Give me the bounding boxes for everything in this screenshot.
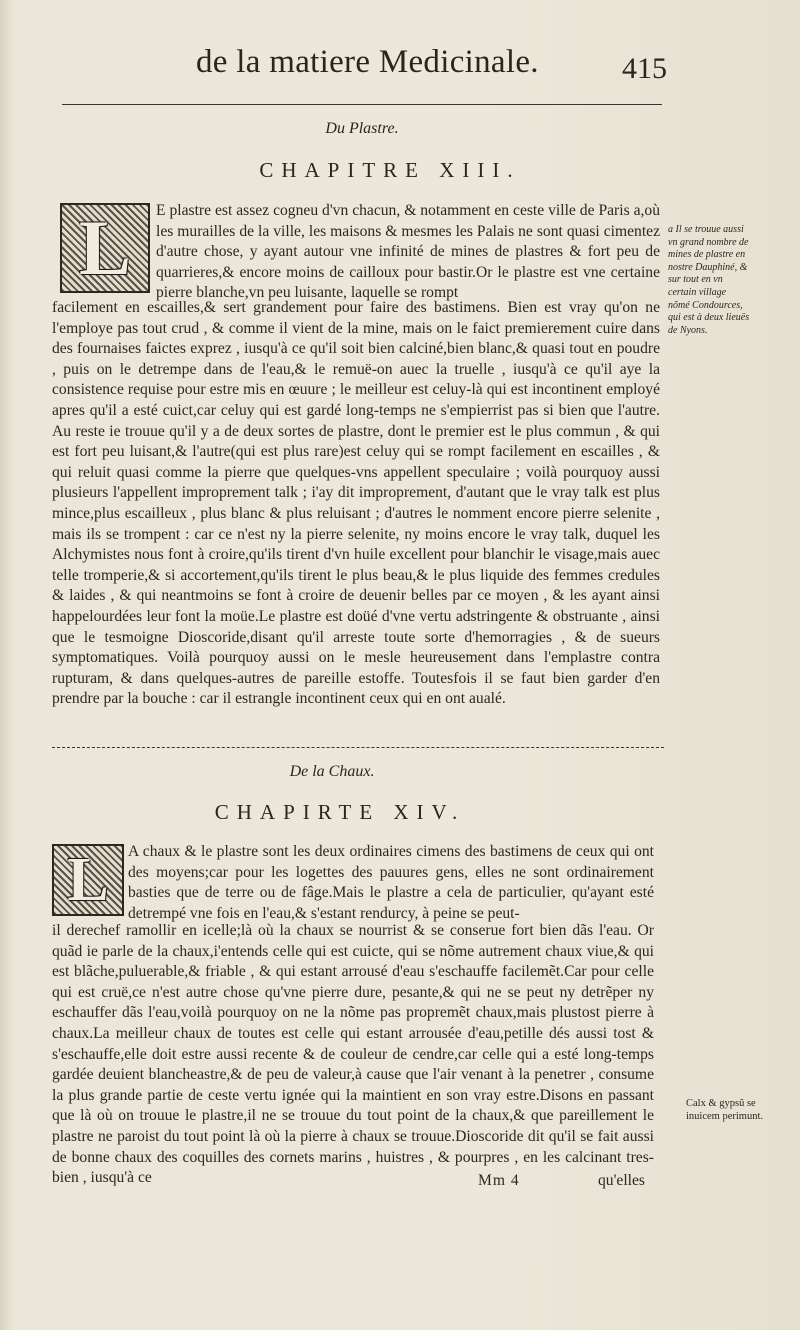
chapter-heading-xiii: CHAPITRE XIII. <box>259 158 521 182</box>
header-rule <box>62 104 662 105</box>
chapter-xiii-opening-text: E plastre est assez cogneu d'vn chacun, & notamment en ceste ville de Paris a,où les murailles de la ville, les maisons & mesmes les Palais ne sont quasi cimentez d'autre chose, y ayant autour vne infinité de mines de plastres & fort peu de quarrieres,& encore moins de cailloux pour bastir.Or le plastre est vne certaine pierre blanche,vn peu luisante, laquelle se rompt <box>156 202 660 302</box>
catchword: qu'elles <box>598 1172 645 1189</box>
decorated-initial-l-2 <box>52 844 124 916</box>
decorated-initial-l <box>60 203 150 293</box>
chapter-heading-xiv: CHAPIRTE XIV. <box>214 800 466 824</box>
section-subtitle-plastre: Du Plastre. <box>325 120 399 137</box>
running-title: de la matiere Medicinale. <box>196 44 539 80</box>
chapter-xiv-opening-text: A chaux & le plastre sont les deux ordinaires cimens des bastimens de ceux qui ont des moyens;car pour les logettes des pauures gens, elles ne sont ordinairement basties que de terre ou de fâge.Mais le plastre a cela de particulier, qu'ayant esté detrempé vne fois en l'eau,& s'estant rendurcy, à peine se peut- <box>128 843 654 922</box>
chapter-xiii-body-text: facilement en escailles,& sert grandement pour faire des bastimens. Bien est vray qu'on ne l'employe pas tout crud , & comme il vient de la mine, mais on le faict premierement cuire dans des fournaises faictes exprez , iusqu'à ce qu'il soit bien calciné,bien blanc,& quasi tout en poudre , puis on le detrempe dans de l'eau,& le remuë-on auec la truelle , iusqu'à ce qu'il aye la consistence requise pour estre mis en œuure ; le meilleur est celuy-là qui est incontinent employé apres qu'il a esté cuict,car celuy qui est gardé long-temps ne s'empierrist pas si bien que l'autre. Au reste ie trouue qu'il y a de deux sortes de plastre, dont le premier est le plus commun , & qui est fort peu luisant,& l'autre(qui est plus rare)est celuy qui se rompt facilement en escailles , & qui reluit quasi comme la pierre que quelques-vns appellent speculaire ; voilà pourquoy aussi plusieurs l'appellent improprement talk ; i'ay dit improprement, d'autant que le vray talk est plus mince,plus escailleux , plus blanc & plus reluisant ; d'autres le nomment encore pierre selenite , mais ils se trompent : car ce n'est ny la pierre selenite, ny moins encore le vray talk, duquel les Alchymistes nous font à croire,qu'ils tirent d'vn huile excellent pour blanchir le visage,mais auec telle tromperie,& si accortement,qu'ils tirent le plus beau,& le plus liquide des femmes credules & laides , & qui neantmoins se font à croire de deuenir belles par ce moyen , & les ayant ainsi happelourdées leur font la moüe.Le plastre est doüé d'vne vertu adstringente & obstruante , ainsi que le tesmoigne Dioscoride,disant qu'il arreste toute sorte d'hemorragies , & de sueurs symptomatiques. Voilà pourquoy aussi on le mesle heureusement dans l'emplastre contra rupturam, & dans quelques-autres de pareille estoffe. Toutesfois il se faut bien garder d'en prendre par la bouche : car il estrangle incontinent ceux qui en ont aualé. <box>52 299 660 708</box>
marginal-note-plastre: a Il se trouue aussi vn grand nombre de mines de plastre en nostre Dauphiné, & sur tout en vn certain village nõmé Condources, qui est à deux lieuës de Nyons. <box>668 224 750 336</box>
initial-letter: L <box>78 204 132 291</box>
signature-mark: Mm 4 <box>478 1172 520 1189</box>
section-subtitle-chaux: De la Chaux. <box>289 763 375 780</box>
initial-letter: L <box>67 845 109 914</box>
page-number: 415 <box>622 52 667 85</box>
chapter-xiv-body-text: il derechef ramollir en icelle;là où la chaux se nourrist & se conserue fort bien dãs l'eau. Or quãd ie parle de la chaux,i'entends celle qui est cuicte, qui se nõme autrement chaux viue,& qui est blãche,puluerable,& friable , & qui estant arrousé d'eau s'eschauffe facilemẽt.Car pour celle qui est cruë,ce n'est autre chose qu'vne pierre dure, pesante,& qui ne se peut ny detrẽper ny eschauffer dãs l'eau,voilà pourquoy on ne la nõme pas propremẽt chaux,mais plustost pierre à chaux.La meilleur chaux de toutes est celle qui estant arrousée d'eau,petille dés aussi tost & s'eschauffe,elle doit estre aussi recente & de couleur de cendre,car celle qui a esté long-temps gardée deuient blancheastre,& de peu de valeur,à cause que l'air venant à la penetrer , consume la plus grande partie de ceste vertu ignée qui la maintient en son vray estre.Disons en passant que là où on trouue le plastre,il ne se trouue du tout point de la chaux,& que pareillement le plastre ne paroist du tout point là où la pierre à chaux se trouue.Dioscoride dit qu'il se fait aussi de bonne chaux des coquilles des cornets marins , huistres , & pourpres , en les calcinant tres-bien , iusqu'à ce <box>52 922 654 1187</box>
marginal-note-chaux: Calx & gypsũ se inuicem perimunt. <box>686 1098 763 1122</box>
section-divider <box>52 747 664 748</box>
